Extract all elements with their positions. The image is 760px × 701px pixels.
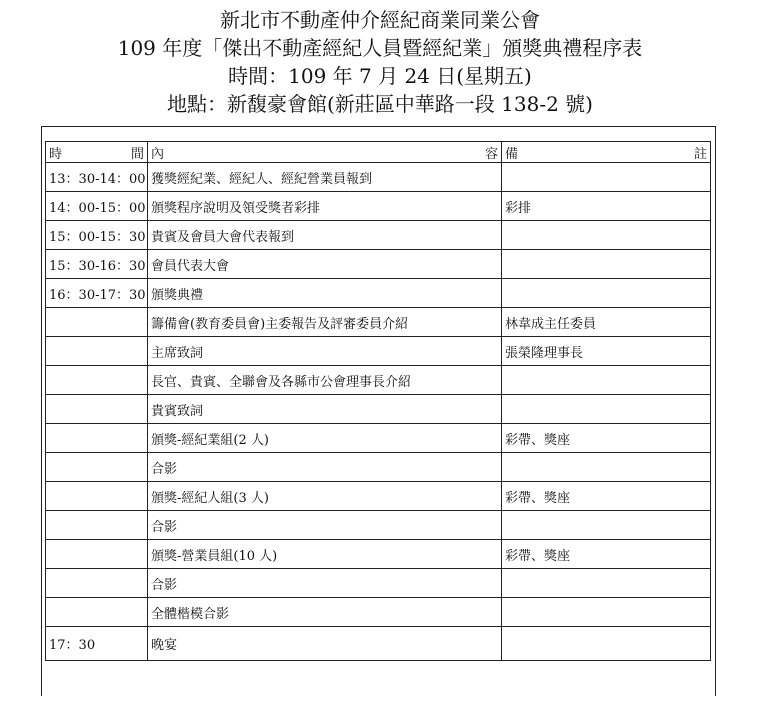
content-cell: 頒獎程序說明及領受獎者彩排 [148, 192, 502, 221]
table-row [46, 250, 711, 279]
table-row [46, 308, 711, 337]
time-cell: 14：00-15：00 [46, 192, 148, 221]
time-cell [46, 598, 148, 627]
time-cell [46, 482, 148, 511]
content-cell: 晚宴 [148, 627, 502, 661]
table-row [46, 163, 711, 192]
table-row [46, 221, 711, 250]
time-cell [46, 337, 148, 366]
content-cell: 主席致詞 [148, 337, 502, 366]
note-cell [502, 279, 711, 308]
content-cell: 合影 [148, 569, 502, 598]
content-cell: 頒獎-經紀人組(3 人) [148, 482, 502, 511]
table-row [46, 424, 711, 453]
header-time: 時 間 [46, 142, 148, 163]
time-cell: 16：30-17：30 [46, 279, 148, 308]
note-cell [502, 598, 711, 627]
time-cell: 13：30-14：00 [46, 163, 148, 192]
program-table [45, 141, 711, 661]
content-cell: 合影 [148, 511, 502, 540]
note-cell: 林韋成主任委員 [502, 308, 711, 337]
time-cell [46, 569, 148, 598]
time-cell: 15：00-15：30 [46, 221, 148, 250]
note-cell [502, 250, 711, 279]
content-cell: 頒獎-營業員組(10 人) [148, 540, 502, 569]
table-row [46, 627, 711, 661]
note-cell [502, 395, 711, 424]
content-cell: 頒獎典禮 [148, 279, 502, 308]
note-cell [502, 453, 711, 482]
time-cell: 15：30-16：30 [46, 250, 148, 279]
content-cell: 合影 [148, 453, 502, 482]
header-content: 內 容 [148, 142, 502, 163]
content-cell: 貴賓致詞 [148, 395, 502, 424]
event-time: 時間：109 年 7 月 24 日(星期五) [228, 64, 532, 88]
table-row [46, 540, 711, 569]
note-cell: 彩帶、獎座 [502, 482, 711, 511]
table-row [46, 482, 711, 511]
time-cell [46, 308, 148, 337]
note-cell [502, 511, 711, 540]
note-cell [502, 163, 711, 192]
content-cell: 獲獎經紀業、經紀人、經紀營業員報到 [148, 163, 502, 192]
table-row [46, 279, 711, 308]
time-cell: 17：30 [46, 627, 148, 661]
content-cell: 會員代表大會 [148, 250, 502, 279]
table-row [46, 511, 711, 540]
note-cell [502, 627, 711, 661]
time-cell [46, 540, 148, 569]
event-title: 109 年度「傑出不動產經紀人員暨經紀業」頒獎典禮程序表 [117, 36, 643, 60]
time-cell [46, 453, 148, 482]
table-header-row [46, 142, 711, 163]
time-cell [46, 395, 148, 424]
table-row [46, 192, 711, 221]
table-row [46, 598, 711, 627]
table-row [46, 453, 711, 482]
association-title: 新北市不動產仲介經紀商業同業公會 [220, 8, 540, 32]
event-location: 地點：新馥豪會館(新莊區中華路一段 138-2 號) [167, 92, 593, 116]
content-cell: 貴賓及會員大會代表報到 [148, 221, 502, 250]
note-cell [502, 569, 711, 598]
time-cell [46, 424, 148, 453]
note-cell [502, 221, 711, 250]
note-cell [502, 366, 711, 395]
table-row [46, 569, 711, 598]
content-cell: 長官、貴賓、全聯會及各縣市公會理事長介紹 [148, 366, 502, 395]
content-cell: 全體楷模合影 [148, 598, 502, 627]
note-cell: 彩帶、獎座 [502, 540, 711, 569]
time-cell [46, 511, 148, 540]
table-row [46, 395, 711, 424]
note-cell: 彩帶、獎座 [502, 424, 711, 453]
document-header [0, 6, 760, 118]
header-note: 備 註 [502, 142, 711, 163]
table-row [46, 366, 711, 395]
note-cell: 彩排 [502, 192, 711, 221]
content-cell: 頒獎-經紀業組(2 人) [148, 424, 502, 453]
time-cell [46, 366, 148, 395]
table-row [46, 337, 711, 366]
note-cell: 張榮隆理事長 [502, 337, 711, 366]
content-cell: 籌備會(教育委員會)主委報告及評審委員介紹 [148, 308, 502, 337]
